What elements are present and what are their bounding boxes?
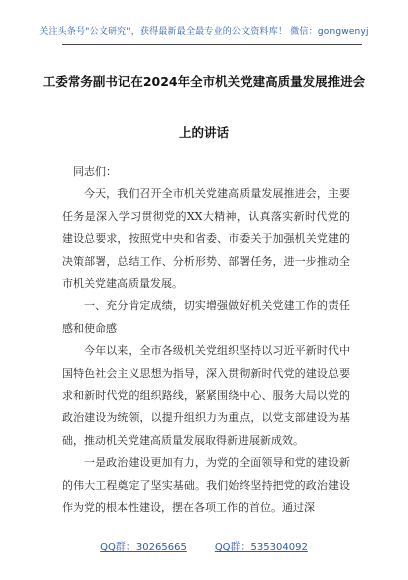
header-divider bbox=[62, 44, 362, 45]
footer-contacts bbox=[0, 538, 408, 553]
paragraph: 一是政治建设更加有力，为党的全面领导和党的建设新的伟大工程奠定了坚实基础。我们始终坚持把党的政治建设作为党的根本性建设，摆在各项工作的首位。通过深 bbox=[62, 456, 350, 515]
document-title: 工委常务副书记在2024年全市机关党建高质量发展推进会 bbox=[42, 74, 366, 89]
qq-group-link-2[interactable]: QQ群：535304092 bbox=[214, 542, 308, 553]
paragraph: 今年以来，全市各级机关党组织坚持以习近平新时代中国特色社会主义思想为指导，深入贯彻新时代党的建设总要求和新时代党的组织路线，紧紧围绕中心、服务大局以党的政治建设为统领，以提升组织力为重点，以党支部建设为基础，推动机关党建高质量发展取得新进展新成效。 bbox=[62, 344, 350, 447]
paragraph: 今天，我们召开全市机关党建高质量发展推进会，主要任务是深入学习贯彻党的XX大精神，认真落实新时代党的建设总要求，按照党中央和省委、市委关于加强机关党建的决策部署，总结工作、分析形势、部署任务，进一步推动全市机关党建高质量发展。 bbox=[62, 187, 350, 291]
document-title-line2: 上的讲话 bbox=[178, 125, 229, 140]
header-promo: 关注头条号"公文研究"，获得最新最全最专业的公文资料库！ 微信：gongwenyj bbox=[39, 27, 369, 37]
document-body bbox=[62, 161, 350, 520]
section-heading: 一、充分肯定成绩，切实增强做好机关党建工作的责任感和使命感 bbox=[62, 299, 350, 335]
salutation: 同志们： bbox=[73, 165, 117, 178]
qq-group-link-1[interactable]: QQ群：30265665 bbox=[100, 542, 187, 553]
